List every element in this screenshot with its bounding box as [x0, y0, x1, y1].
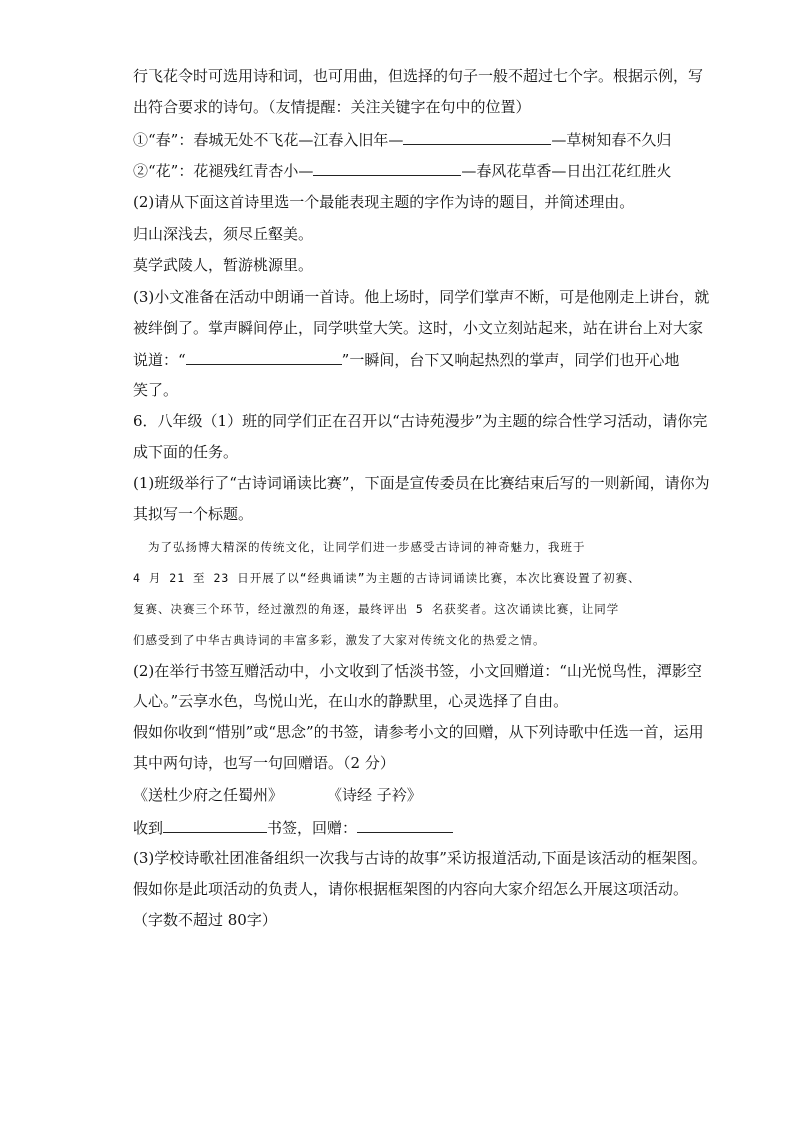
text-line: 其中两句诗，也写一句回赠语。（2 分） — [133, 754, 395, 772]
text-line: (3)小文准备在活动中朗诵一首诗。他上场时，同学们掌声不断，可是他刚走上讲台，就 — [133, 288, 710, 306]
answer-blank[interactable] — [163, 817, 267, 833]
text-line: (1)班级举行了“古诗词诵读比赛”，下面是宣传委员在比赛结束后写的一则新闻，请你为 — [133, 474, 710, 492]
text-line: (2)在举行书签互赠活动中，小文收到了恬淡书签，小文回赠道：“山光悦鸟性，潭影空 — [133, 662, 702, 680]
answer-blank[interactable] — [313, 160, 461, 176]
poem-option: 《送杜少府之任蜀州》 — [133, 786, 284, 804]
poem-options — [133, 785, 422, 805]
answer-blank[interactable] — [357, 817, 453, 833]
text-segment: ①“春”：春城无处不飞花—江春入旧年— — [133, 131, 404, 149]
text-segment: ②“花”：花褪残红青杏小— — [133, 162, 314, 180]
text-line: （字数不超过 80字） — [133, 911, 277, 929]
text-line: 人心。”云享水色，鸟悦山光，在山水的静默里，心灵选择了自由。 — [133, 692, 569, 710]
text-line: 假如你收到“惜别”或“思念”的书签，请参考小文的回赠，从下列诗歌中任选一首，运用 — [133, 723, 704, 741]
text-segment: 收到 — [133, 819, 164, 837]
text-segment: —春风花草香—日出江花红胜火 — [461, 162, 672, 180]
text-segment: ”一瞬间，台下又响起热烈的掌声，同学们也开心地 — [341, 351, 680, 369]
speech-line — [133, 349, 679, 370]
news-paragraph-line: 为了弘扬博大精深的传统文化，让同学们进一步感受古诗词的神奇魅力，我班于 — [148, 540, 586, 554]
answer-blank[interactable] — [186, 349, 342, 365]
text-line: 笑了。 — [133, 381, 179, 399]
text-line: 假如你是此项活动的负责人，请你根据框架图的内容向大家介绍怎么开展这项活动。 — [133, 880, 689, 898]
poem-example-flower — [133, 160, 671, 181]
text-line: 其拟写一个标题。 — [133, 505, 254, 523]
poem-example-spring — [133, 129, 671, 150]
text-line: (3)学校诗歌社团准备组织一次我与古诗的故事”采访报道活动,下面是该活动的框架图。 — [133, 849, 707, 867]
poem-line: 莫学武陵人，暂游桃源里。 — [133, 256, 314, 274]
text-line: 出符合要求的诗句。（友情提醒：关注关键字在句中的位置） — [133, 98, 531, 116]
news-paragraph-line: 们感受到了中华古典诗词的丰富多彩，激发了大家对传统文化的热爱之情。 — [133, 633, 546, 647]
news-paragraph-line: 复赛、决赛三个环节，经过激烈的角逐，最终评出 5 名获奖者。这次诵读比赛，让同学 — [133, 602, 620, 616]
question-heading: 6．八年级（1）班的同学们正在召开以“古诗苑漫步”为主题的综合性学习活动，请你完 — [133, 412, 708, 430]
text-segment: 说道：“ — [133, 351, 186, 369]
poem-option: 《诗经 子衿》 — [327, 786, 422, 804]
text-segment: 书签，回赠： — [267, 819, 358, 837]
answer-blank[interactable] — [403, 129, 551, 145]
news-paragraph-line: 4 月 21 至 23 日开展了以“经典诵读”为主题的古诗词诵读比赛，本次比赛设置了初赛、 — [133, 571, 641, 585]
text-line: 行飞花令时可选用诗和词，也可用曲，但选择的句子一般不超过七个字。根据示例，写 — [133, 67, 704, 85]
text-line: 被绊倒了。掌声瞬间停止，同学哄堂大笑。这时，小文立刻站起来，站在讲台上对大家 — [133, 319, 704, 337]
text-line: (2)请从下面这首诗里选一个最能表现主题的字作为诗的题目，并简述理由。 — [133, 193, 635, 211]
bookmark-answer-line — [133, 817, 453, 838]
poem-line: 归山深浅去，须尽丘壑美。 — [133, 225, 314, 243]
text-line: 成下面的任务。 — [133, 443, 239, 461]
text-segment: —草树知春不久归 — [551, 131, 672, 149]
